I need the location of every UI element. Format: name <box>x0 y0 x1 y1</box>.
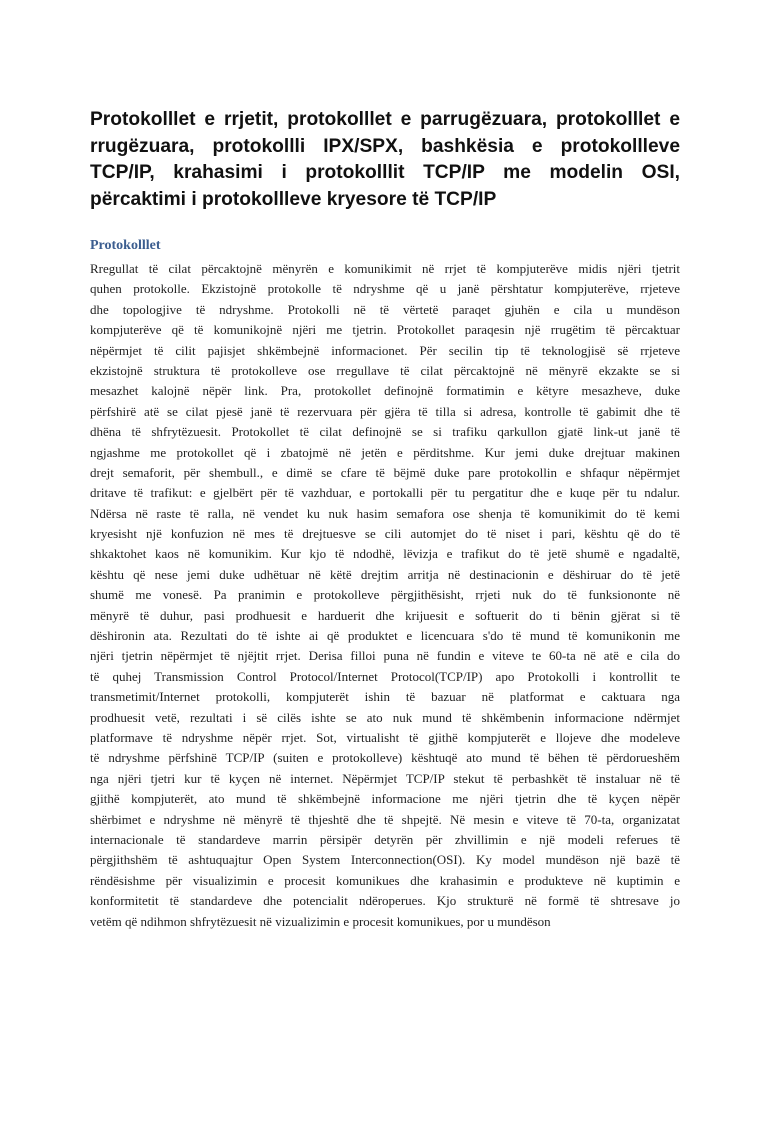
body-line: Ndërsa në raste të ralla, në vendet ku nuk hasim semafora ose shenja të komunikimit do të kemi <box>90 505 680 521</box>
body-line: dritave të trafikut: e gjelbërt për të vazhduar, e portokalli për tu pergatitur dhe e kuqe për tu ndalur. <box>90 485 680 501</box>
body-line: quhen protokolle. Ekzistojnë protokolle të ndryshme që u janë përshtatur kompjuterëve, rrjeteve <box>90 281 680 297</box>
body-line: të quhej Transmission Control Protocol/Internet Protocol(TCP/IP) apo Protokolli i kontrollit te <box>90 668 680 684</box>
body-line: dhëna të shfrytëzuesit. Protokollet të cilat definojnë se si trafiku qarkullon gjatë link-ut janë të <box>90 424 680 440</box>
body-line: mënyrë të duhur, pasi prodhuesit e harduerit dhe krijuesit e softuerit do ti bënin gjërat si të <box>90 607 680 623</box>
body-line: përgjithshëm të ashtuquajtur Open System Interconnection(OSI). Ky model mundëson një bazë të <box>90 852 680 868</box>
body-line: platformave të ndryshme nëpër rrjet. Sot, virtualisht të gjithë kompjuterët e llojeve dhe modeleve <box>90 729 680 745</box>
body-line: ngjashme me protokollet që i zbatojmë në jetën e përditshme. Kur jemi duke drejtuar makinen <box>90 444 680 460</box>
body-line: shumë me vonesë. Pa pranimin e protokolleve përgjithësisht, rrjeti nuk do të funksiononte në <box>90 587 680 603</box>
body-line: kompjuterëve që të komunikojnë njëri me tjetrin. Protokollet paraqesin një rrugëtim të përcaktuar <box>90 322 680 338</box>
body-line: vetëm që ndihmon shfrytëzuesit në vizualizimin e procesit komunikues, por u mundëson <box>90 913 551 929</box>
body-paragraph <box>90 259 680 932</box>
section-heading: Protokolllet <box>90 238 161 253</box>
body-line: rëndësishme për visualizimin e procesit komunikues dhe krahasimin e produkteve në kuptimin e <box>90 872 680 888</box>
body-line: konformitetit të standardeve dhe potencialit ndëroperues. Kjo strukturë në formë të shtresave jo <box>90 893 680 909</box>
body-line: nga njëri tjetri kur të kyçen në internet. Nëpërmjet TCP/IP stekut të perbashkët të instaluar në të <box>90 770 680 786</box>
document-page <box>0 107 768 1131</box>
body-line: drejt semaforit, për shembull., e dimë se cfare të bëjmë duke pare protokollin e shfaqur nëpërmjet <box>90 464 680 480</box>
document-title: Protokolllet e rrjetit, protokolllet e parrugëzuara, protokolllet e rrugëzuara, protokollli IPX/SPX, bashkësia e protokollleve TCP/IP, krahasimi i protokolllit TCP/IP me modelin OSI, përcaktimi i protokollleve kryesore të TCP/IP <box>90 109 680 210</box>
body-line: shkaktohet kaos në komunikim. Kur kjo të ndodhë, lëvizja e trafikut do të jetë shumë e ngadaltë, <box>90 546 680 562</box>
body-line: kryesisht një konfuzion në mes të drejtuesve se cili automjet do të niset i pari, kështu që do të <box>90 526 680 542</box>
body-line: gjithë kompjuterët, ato mund të shkëmbejnë informacione me njëri tjetrin dhe të kyçen nëpër <box>90 791 680 807</box>
body-line: transmetimit/Internet protokolli, kompjuterët ishin të bazuar në platformat e caktuara nga <box>90 689 680 705</box>
body-line: internacionale të standardeve marrin përsipër detyrën për zhvillimin e një modeli referues të <box>90 831 680 847</box>
body-line: përfshirë atë se cilat pjesë janë të rezervuara për gjëra të tilla si adresa, kontrolle të gabimit dhe të <box>90 403 680 419</box>
body-line: mesazhet kalojnë nëpër link. Pra, protokollet definojnë formatimin e këtyre mesazheve, duke <box>90 383 680 399</box>
body-line: shërbimet e ndryshme në mënyrë të thjeshtë dhe të shpejtë. Në mesin e viteve të 70-ta, organizatat <box>90 811 680 827</box>
body-line: nëpërmjet të cilit pajisjet shkëmbejnë informacionet. Për secilin tip të teknologjisë së rrjeteve <box>90 342 680 358</box>
body-line: njëri tjetrin nëpërmjet të njëjtit rrjet. Derisa filloi puna në fundin e viteve te 60-ta në atë e cila do <box>90 648 680 664</box>
body-line: dëshironin ata. Rezultati do të ishte ai që produktet e licencuara s'do të mund të komunikonin me <box>90 628 680 644</box>
body-line: dhe topologjive të ndryshme. Protokolli në të vërtetë paraqet gjuhën e cila u mundëson <box>90 301 680 317</box>
body-line: Rregullat të cilat përcaktojnë mënyrën e komunikimit në rrjet të kompjuterëve midis njëri tjetrit <box>90 261 680 276</box>
body-line: të ndryshme përfshinë TCP/IP (suiten e protokolleve) kështuqë ato mund të bëhen të përdorueshëm <box>90 750 680 766</box>
body-line: prodhuesit vetë, rezultati i së cilës ishte se ato nuk mund të shkëmbenin informacione ndërmjet <box>90 709 680 725</box>
body-line: ekzistojnë struktura të protokolleve ose rregullave të cilat përcaktojnë në mënyrë ekzakte se si <box>90 362 680 378</box>
body-line: kështu që nese jemi duke udhëtuar në këtë drejtim arritja në destinacionin e dëshiruar do të jetë <box>90 566 680 582</box>
